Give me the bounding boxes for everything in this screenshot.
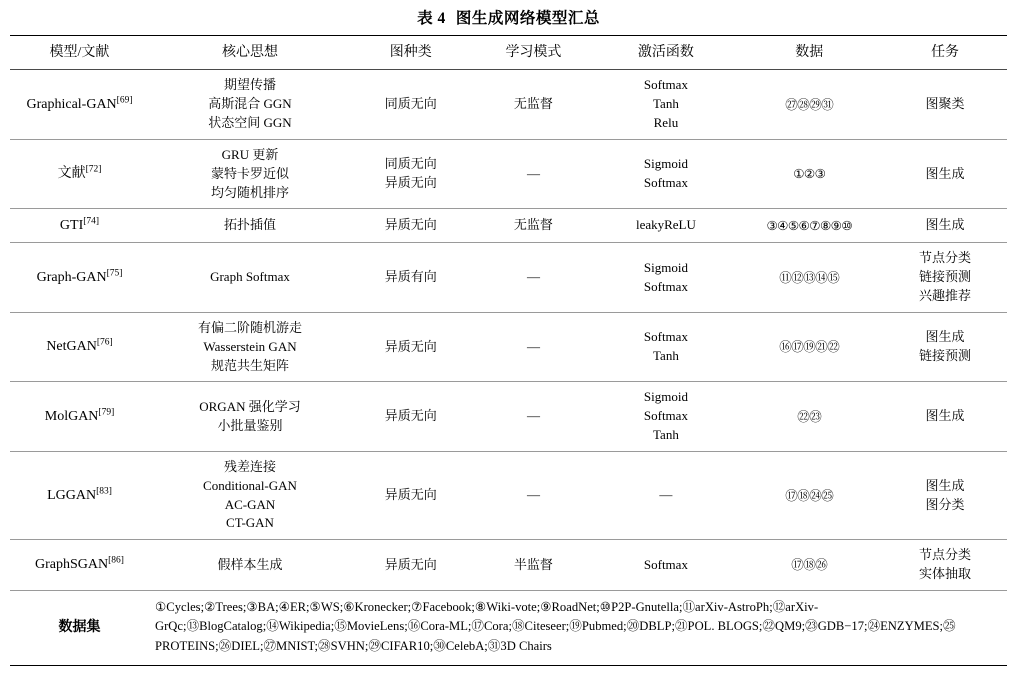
cell-activation: Softmax Tanh Relu [596, 70, 735, 140]
cell-task: 图生成 [883, 382, 1007, 452]
dataset-legend-row [10, 590, 1007, 665]
cell-task: 图生成 [883, 139, 1007, 209]
column-header-activation: 激活函数 [596, 36, 735, 70]
cell-data: ③④⑤⑥⑦⑧⑨⑩ [735, 209, 883, 243]
cell-activation: Sigmoid Softmax [596, 243, 735, 313]
cell-idea: 有偏二阶随机游走 Wasserstein GAN 规范共生矩阵 [149, 312, 351, 382]
cell-model: LGGAN[83] [10, 451, 149, 539]
column-header-graph-type: 图种类 [351, 36, 470, 70]
cell-graph-type: 异质无向 [351, 312, 470, 382]
summary-table [10, 35, 1007, 666]
cell-task: 节点分类 链接预测 兴趣推荐 [883, 243, 1007, 313]
cell-model: NetGAN[76] [10, 312, 149, 382]
column-header-model: 模型/文献 [10, 36, 149, 70]
cell-data: ⑯⑰⑲㉑㉒ [735, 312, 883, 382]
cell-data: ㉒㉓ [735, 382, 883, 452]
table-row [10, 312, 1007, 382]
cell-model: GraphSGAN[86] [10, 540, 149, 591]
cell-graph-type: 同质无向 [351, 70, 470, 140]
table-body [10, 70, 1007, 665]
column-header-idea: 核心思想 [149, 36, 351, 70]
table-row [10, 451, 1007, 539]
cell-data: ①②③ [735, 139, 883, 209]
column-header-task: 任务 [883, 36, 1007, 70]
table-row [10, 139, 1007, 209]
cell-data: ⑪⑫⑬⑭⑮ [735, 243, 883, 313]
cell-model: MolGAN[79] [10, 382, 149, 452]
cell-learning-mode: — [470, 451, 596, 539]
table-header-row [10, 36, 1007, 70]
cell-task: 图生成 链接预测 [883, 312, 1007, 382]
cell-model: GTI[74] [10, 209, 149, 243]
cell-activation: leakyReLU [596, 209, 735, 243]
cell-task: 图聚类 [883, 70, 1007, 140]
cell-learning-mode: 无监督 [470, 209, 596, 243]
cell-model: Graphical-GAN[69] [10, 70, 149, 140]
cell-activation: Softmax Tanh [596, 312, 735, 382]
cell-activation: Sigmoid Softmax [596, 139, 735, 209]
cell-graph-type: 异质无向 [351, 451, 470, 539]
cell-data: ⑰⑱㉖ [735, 540, 883, 591]
cell-task: 节点分类 实体抽取 [883, 540, 1007, 591]
table-caption [10, 0, 1007, 35]
caption-number: 表 4 [417, 10, 446, 27]
dataset-legend-label: 数据集 [10, 590, 149, 665]
cell-learning-mode: — [470, 312, 596, 382]
cell-model: 文献[72] [10, 139, 149, 209]
cell-graph-type: 异质有向 [351, 243, 470, 313]
cell-idea: 残差连接 Conditional-GAN AC-GAN CT-GAN [149, 451, 351, 539]
cell-graph-type: 同质无向 异质无向 [351, 139, 470, 209]
cell-activation: Softmax [596, 540, 735, 591]
cell-idea: GRU 更新 蒙特卡罗近似 均匀随机排序 [149, 139, 351, 209]
cell-idea: 拓扑插值 [149, 209, 351, 243]
cell-learning-mode: 无监督 [470, 70, 596, 140]
cell-learning-mode: — [470, 139, 596, 209]
table-row [10, 243, 1007, 313]
cell-data: ㉗㉘㉙㉛ [735, 70, 883, 140]
cell-task: 图生成 [883, 209, 1007, 243]
cell-idea: 假样本生成 [149, 540, 351, 591]
table-row [10, 70, 1007, 140]
cell-graph-type: 异质无向 [351, 382, 470, 452]
cell-activation: Sigmoid Softmax Tanh [596, 382, 735, 452]
cell-graph-type: 异质无向 [351, 209, 470, 243]
cell-learning-mode: — [470, 382, 596, 452]
cell-idea: ORGAN 强化学习 小批量鉴别 [149, 382, 351, 452]
table-row [10, 209, 1007, 243]
cell-activation: — [596, 451, 735, 539]
cell-task: 图生成 图分类 [883, 451, 1007, 539]
cell-idea: 期望传播 高斯混合 GGN 状态空间 GGN [149, 70, 351, 140]
column-header-data: 数据 [735, 36, 883, 70]
cell-data: ⑰⑱㉔㉕ [735, 451, 883, 539]
caption-title: 图生成网络模型汇总 [455, 10, 600, 27]
cell-model: Graph-GAN[75] [10, 243, 149, 313]
dataset-legend-text: ①Cycles;②Trees;③BA;④ER;⑤WS;⑥Kronecker;⑦Facebook;⑧Wiki-vote;⑨RoadNet;⑩P2P-Gnutella;⑪arXiv-AstroPh;⑫arXiv-GrQc;⑬BlogCatalog;⑭Wikipedia;⑮MovieLens;⑯Cora-ML;⑰Cora;⑱Citeseer;⑲Pubmed;⑳DBLP;㉑POL. BLOGS;㉒QM9;㉓GDB−17;㉔ENZYMES;㉕PROTEINS;㉖DIEL;㉗MNIST;㉘SVHN;㉙CIFAR10;㉚CelebA;㉛3D Chairs [149, 590, 1007, 665]
table-row [10, 540, 1007, 591]
table-row [10, 382, 1007, 452]
cell-learning-mode: 半监督 [470, 540, 596, 591]
cell-idea: Graph Softmax [149, 243, 351, 313]
cell-learning-mode: — [470, 243, 596, 313]
cell-graph-type: 异质无向 [351, 540, 470, 591]
column-header-learning-mode: 学习模式 [470, 36, 596, 70]
